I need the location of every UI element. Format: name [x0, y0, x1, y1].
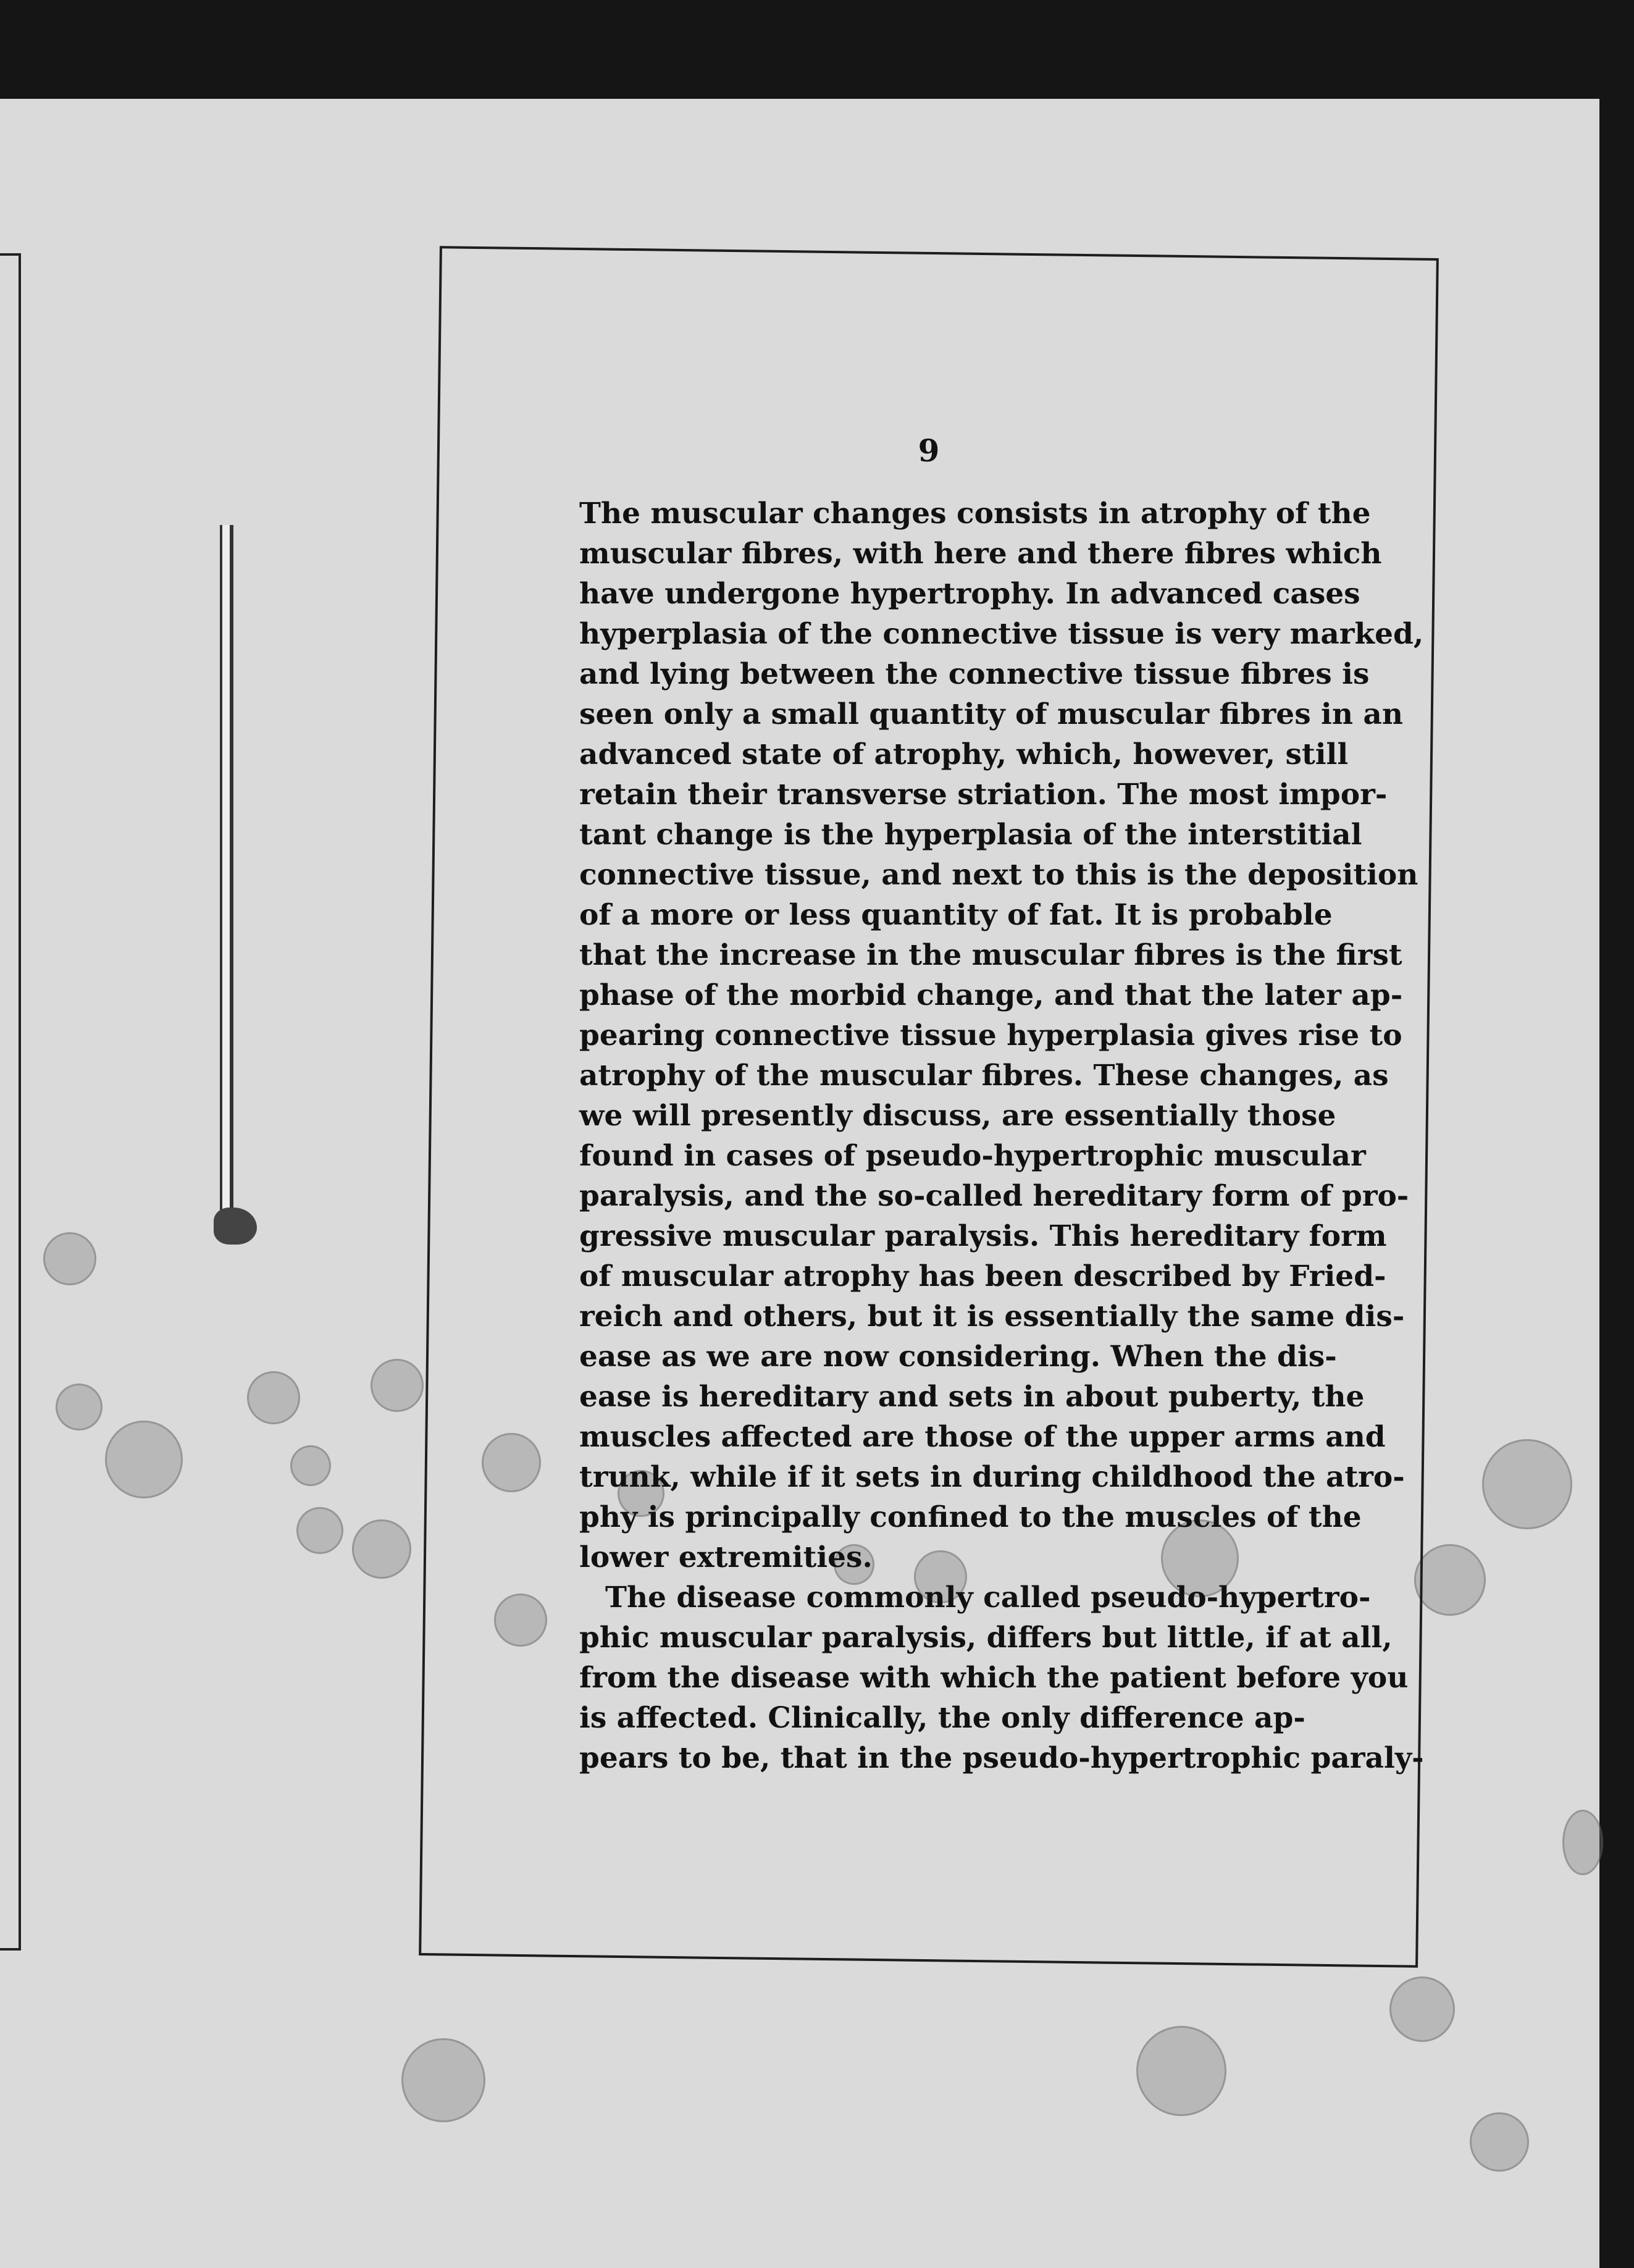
- text-line: tant change is the hyperplasia of the interstitial: [579, 818, 1362, 852]
- binding-clip: [220, 525, 233, 1223]
- foxing-spot: [1470, 2112, 1529, 2172]
- text-line: hyperplasia of the connective tissue is very marked,: [579, 617, 1424, 651]
- adjacent-page-frame-edge: [0, 253, 21, 1951]
- text-line: that the increase in the muscular fibres is the first: [579, 938, 1402, 972]
- text-line: phase of the morbid change, and that the later ap-: [579, 978, 1403, 1012]
- text-line: reich and others, but it is essentially the same dis-: [579, 1300, 1405, 1334]
- text-line: atrophy of the muscular fibres. These changes, as: [579, 1059, 1389, 1093]
- foxing-spot: [1414, 1544, 1486, 1616]
- text-line: muscles affected are those of the upper arms and: [579, 1420, 1386, 1454]
- page-number: 9: [918, 432, 940, 469]
- foxing-spot: [43, 1232, 96, 1285]
- text-line: advanced state of atrophy, which, however, still: [579, 737, 1349, 771]
- text-line: connective tissue, and next to this is the deposition: [579, 858, 1418, 892]
- text-line: The disease commonly called pseudo-hypertro-: [605, 1581, 1371, 1615]
- text-line: paralysis, and the so-called hereditary form of pro-: [579, 1179, 1409, 1213]
- foxing-spot: [352, 1519, 411, 1579]
- text-line: phy is principally confined to the muscles of the: [579, 1500, 1362, 1534]
- text-line: seen only a small quantity of muscular fibres in an: [579, 697, 1404, 731]
- foxing-spot: [56, 1384, 103, 1430]
- text-line: gressive muscular paralysis. This hereditary form: [579, 1219, 1387, 1253]
- page-body: [579, 432, 1424, 1778]
- text-line: is affected. Clinically, the only difference ap-: [579, 1701, 1305, 1735]
- foxing-spot: [290, 1445, 331, 1486]
- foxing-spot: [1562, 1810, 1603, 1875]
- text-line: we will presently discuss, are essentially those: [579, 1099, 1336, 1133]
- foxing-spot: [1136, 2026, 1226, 2116]
- text-line: found in cases of pseudo-hypertrophic muscular: [579, 1139, 1366, 1173]
- text-line: muscular fibres, with here and there fibres which: [579, 537, 1382, 571]
- foxing-spot: [296, 1507, 343, 1554]
- text-line: have undergone hypertrophy. In advanced cases: [579, 577, 1360, 611]
- text-line: pearing connective tissue hyperplasia gives rise to: [579, 1018, 1402, 1052]
- text-line: trunk, while if it sets in during childhood the atro-: [579, 1460, 1405, 1494]
- foxing-spot: [105, 1421, 183, 1498]
- text-line: and lying between the connective tissue fibres is: [579, 657, 1370, 691]
- text-line: retain their transverse striation. The most impor-: [579, 778, 1388, 812]
- text-line: The muscular changes consists in atrophy of the: [579, 497, 1371, 531]
- text-line: of muscular atrophy has been described by Fried-: [579, 1259, 1386, 1293]
- text-line: lower extremities.: [579, 1540, 873, 1574]
- text-line: pears to be, that in the pseudo-hypertrophic paraly-: [579, 1741, 1424, 1775]
- foxing-spot: [371, 1359, 424, 1412]
- foxing-spot: [247, 1371, 300, 1424]
- text-line: of a more or less quantity of fat. It is probable: [579, 898, 1333, 932]
- foxing-spot: [401, 2038, 485, 2122]
- foxing-spot: [1389, 1976, 1455, 2042]
- text-line: ease is hereditary and sets in about puberty, the: [579, 1380, 1365, 1414]
- text-line: phic muscular paralysis, differs but little, if at all,: [579, 1621, 1393, 1655]
- text-line: from the disease with which the patient before you: [579, 1661, 1409, 1695]
- text-line: ease as we are now considering. When the dis-: [579, 1340, 1337, 1374]
- foxing-spot: [1482, 1439, 1572, 1529]
